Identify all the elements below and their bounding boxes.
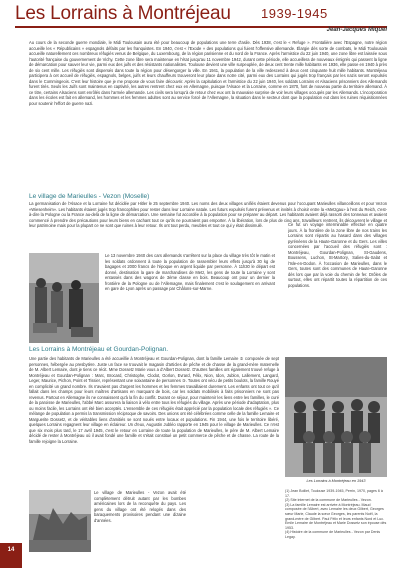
photo-caption: Les Lorrains à Montréjeau en 1943 xyxy=(306,479,366,483)
page-number: 14 xyxy=(0,543,22,568)
footnote-item: (3) La famille Lemaire est arrivée à Montréjeau. Maud composée de l'Albert, avec Lemaire les deux Gilbert, Georges sœur Marie, Claude la sœur Georges, les parents Noël, la grand-mère de Gilbert. Paul Félix et leurs enfants Nord et Luc. Emile Lemaire de Montréjeau et Marie Dossetz son épouse dès 1953. xyxy=(285,502,387,530)
footnotes xyxy=(285,489,387,554)
article-years: 1939-1945 xyxy=(261,6,328,21)
section1-col-left: Le 13 novembre 1940 des cars allemands s'arrêtent sur la place du village très tôt le matin et les soldats ordonnent à toute la population de rassembler leurs effets jusqu'à 30 kg de bagages et 2000 francs de l'époque en argent liquide par personne. À 11h30 le départ est donné, destination la gare de marchandises de Metz, les gens de toute la Lorraine y sont entassés dans des wagons de 3ème classe en bois. Beaucoup ont pour un dernier la frontière de la Pologne ou de l'Allemagne, mais finalement c'est le soulagement en arrivant en gare de Lyon après un passage par Châlons-sur-Marne. xyxy=(105,253,275,291)
footnote-item: (4) Histoire de la commune de Marieulles - Vezon par Denis Legay. xyxy=(285,530,381,539)
photo-village-ruins xyxy=(29,490,91,552)
footnote-item: (2) Site internet de la commune de Marieulles - Vezon. xyxy=(285,498,372,503)
article-title: Les Lorrains à Montréjeau xyxy=(15,3,231,24)
photo-lorrains-group xyxy=(285,357,387,477)
section2-paragraph: Une partie des habitants de Marieulles a été accueillie à Montréjeau et Gourdan-Polignan, dont la famille Lemaire ② composée de sept personnes, hébergée au presbytère. Juste un face se trouvait le magasin d'articles de pêche et de chasse de la grand-mère maternelle de M. Albert Lemaire, dont je tiens ce récit. Mme Dossetz Marie vous a d'Albert Dossetz. D'autres familles ont également trouvé refuge à Montréjeau et Gourdan-Polignan : Marc, Brocard, Christophe, Clodot, Gorlon, Evrard, Félix, Nion, Idon, Jublon, Lallement, Langard, Leger, Maurice, Pichon, Point et Tissier, représentant une soixantaine de personnes ③. Toutes ont vécu de petits boulots, la famille Rouyé en complicité un grand nombre. Ils n'avaient pas d'argent les hommes et les femmes travaillaient durement. Les enfants ont tout ce qu'il fallait dans les champs pour leurs maîtres d'artisans en marquant de bois, car les soldats mobilisés à faits prisonniers ne sont pas revenus. Partout en Allemagne ils ne connaissent qu'à la fin du conflit. Durant ce séjour, pour maintenir les liens entre les familles, le curé de la paroisse de Marieulles, l'abbé Marc assurera la liaison à vélo entre tous les réfugiés du village. Après une période d'adaptation, plus ou moins facile, les Lorrains ont été bien acceptés. L'ensemble de ces réfugiés était apprécié par la population locale des réfugiés ». Ce mélange de population a permis la transmission réciproque de savoirs. Des unions ont été célébrées comme celle de la famille Lemaire et Marguerite Dossetz, et de véritables liens d'amitiés se sont noués entre locaux et populations. Fin 1944, une fois le territoire libéré, quelques Lorrains regagnent leur village en éclaireur. Un d'eux, Augustin Jubléo rapporte en 1945 pour le village de Marieulles. Ce n'est que six mois plus tard, le 17 avril 1945, c'est le retour en Lorraine de toute la population de Marieulles, le père de M. Albert Lemaire décidé de rester à Montréjeau où il avait fondé une famille et s'était constitué un petit commerce de pêche et de chasse. La route de la famille rejoigne la Lorraine. xyxy=(29,356,279,444)
article-author: Jean-Jacques Miquel xyxy=(326,27,387,33)
footnote-item: (1) Jean Bolliet, Toulouse 1939-1945, Perrin, 1970, pages 6 à 17. xyxy=(285,489,383,498)
section1-col-right: Ce fut un voyage interminable effectué en quatre jours. À la frontière de la zone libre de nos trains les Lorrains sont répartis au hasard dans des villages pyrénéens de la Haute-Garonne et du Gers. Les villes concernées par l'accueil des réfugiés sont : Montréjeau, Gourdan-Polignan, St-Gaudens, Boussens, Luchon, St-Martory, Salies-du-Salat et l'Isle-en-Dodon. À l'occasion de Marieulles, dans le Gers, toutes sont des communes de Haute-Garonne dès lors que par la voie du chemin de fer. Drôles de surtout, elles ont répartit toutes la répartition de ces populations. xyxy=(288,222,387,288)
ruins-inset-text: Le village de Marieulles - Vezon avait été complètement détruit autant par les bombes américaines lors de la reconquête du pays. Les gens du village ont été relogés dans des baraquements provisoires pendant une dizaine d'années. xyxy=(94,490,186,523)
section-title-marieulles: Le village de Marieulles - Vezon (Moselle) xyxy=(29,193,150,200)
photo-people-luggage xyxy=(29,253,99,343)
section1-paragraph: La germanisation de l'Alsace et la Lorraine fut décidée par Hitler le 25 septembre 1940. Les noms des deux villages unifiés étaient devenus pour l'occupant Marieulles villanceillons et pour Vezon «Wiesenheim». Les habitants étaient jugés trop francophiles pour rester dans leur Lorraine natale. Les futurs expulsés furent prévenus et invités à choisir entre la «Metzgau» à l'est du Reich, c'est-à-dire la Pologne ou la France au-delà de la ligne de démarcation. Une semaine fut accordée à la population pour se préparer au départ. Les habitants avaient déjà rassorti des tonneaux et avaient commencé à prendre des précautions pour leurs biens en cachant tout ce qu'ils ne pourraient pas emporter. À la libération, lors de plus de cinq ans, travailleurs rentrent, ils découvrent le village et leur patrimoine mais pour la plupart ce ne sont que ruines à leur retour. Ils ont tout perdu, meubles et tout ce qui y était dissimulé. xyxy=(29,201,387,228)
section-title-montrejeau: Les Lorrains à Montréjeau et Gourdan-Polignan. xyxy=(29,346,169,353)
intro-paragraph: Au cours de la seconde guerre mondiale, le Midi Toulousain aura été pour beaucoup de populations une terre d'asile. Dès 1938, c'est le « Refuge ». Frontalière avec l'Espagne, notre région accueille les « Républicains » espagnols défaits par les franquistes. En 1940, c'est « l'Exode » des populations qui fuient l'offensive allemande. Élargie dès sorte de combats, le Midi Toulousain accueille naturellement ces nombreux réfugiés venus de Belgique, du Luxembourg, de la région parisienne et du nord de la France. Après l'armistice du 22 juin 1940, une zone libre est laissée sous l'autorité française du gouvernement de Vichy. Cette zone libre sera maintenue en l'état jusqu'au 11 novembre 1942, durant cette période, elle accueillera de nouveaux émigrés qui passent la ligne de démarcation pour sauver leur vie, parmi eux des juifs et des résistants nationalistes. Toulouse devient une ville surpeuplée, de deux cent trente mille habitants en 1936, elle passe en 1940 à près de six cent mille. Les réfugiés sont dispersés dans toute la région pour désengorger la ville. En 1941, la population de la ville redescend à deux cent cinquante huit mille habitants. Montréjeau participera à cet accueil de réfugiés, espagnols, belges, juifs et leurs chauffeurs trouveront leur place dans notre cité, parmi eux des Lorrains qui jugés trop français par les nazis seront expulsés dans le Commingeois. C'est leur histoire que je me propose de vous faire découvrir. Après la capitulation et l'armistice du 22 juin 1940, les soldats Lorrains et Alsaciens prisonniers des Allemands furent tirés. Seuls les Juifs sont maintenus en captivité, les autres rentrent chez eux en Allemagne, puisque l'Alsace et la Lorraine, comme en 1870, font de nouveau partie du territoire allemand. À ce titre, certains Alsaciens sont enrôlés dans l'armée allemande. Les civils sera lorsqu'à de retour chez eux ont la mauvaise surprise de voir leurs villages occupés par les Allemands. L'incorporation dans les écoles est fait en allemand, les hommes et les femmes adultes sont au service forcé de l'Allemagne, la situation dans le secteur dont que la population eut dans les ruines réquisitionnées pour soutenir l'effort de guerre nazi. xyxy=(29,40,387,106)
